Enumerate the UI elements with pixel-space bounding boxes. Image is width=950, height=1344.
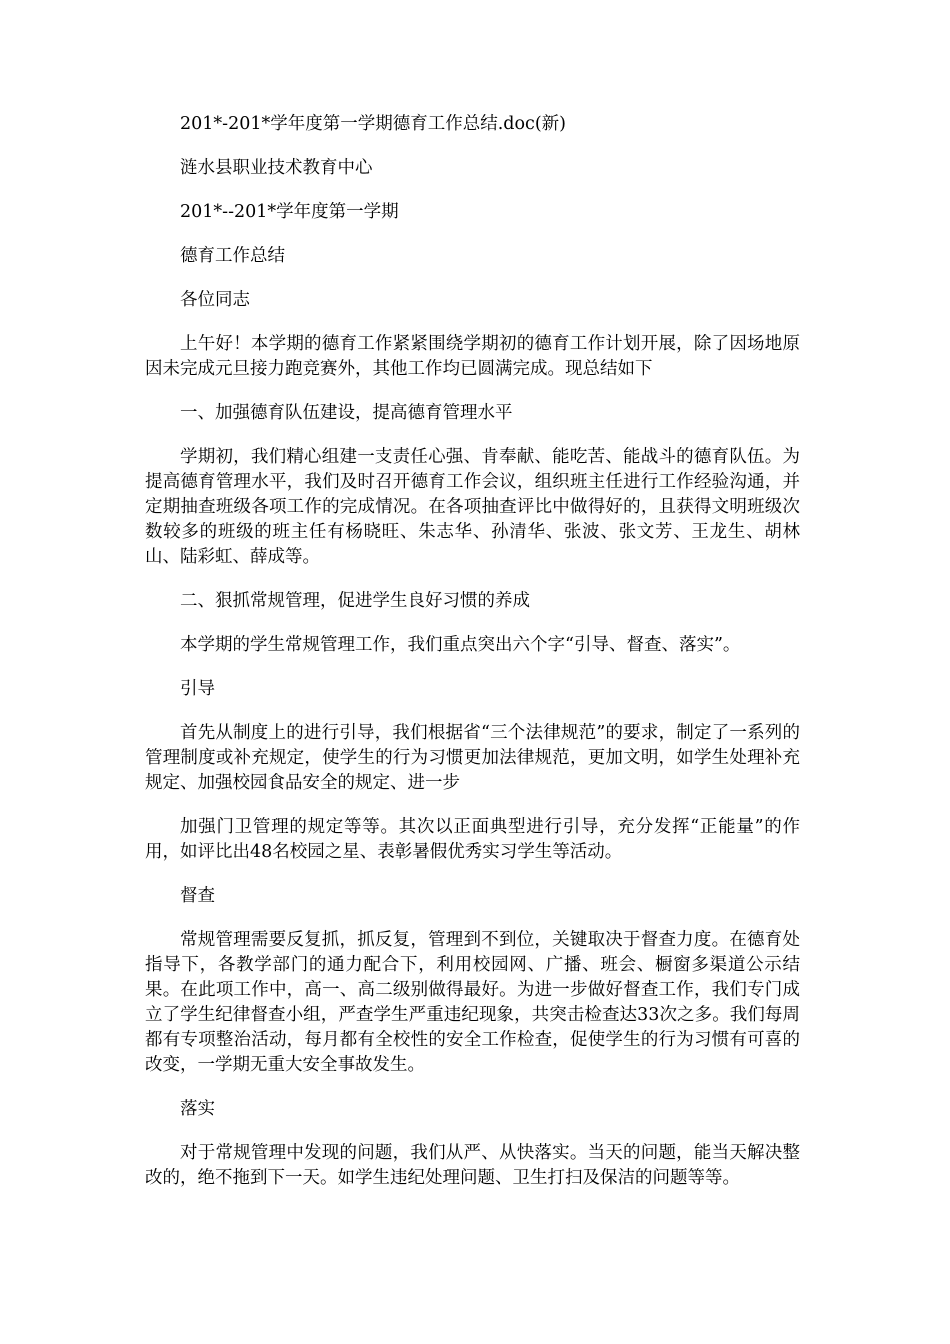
section-1-paragraph: 学期初，我们精心组建一支责任心强、肯奉献、能吃苦、能战斗的德育队伍。为提高德育管理水平，我们及时召开德育工作会议，组织班主任进行工作经验沟通，并定期抽查班级各项工作的完成情况。在各项抽查评比中做得好的，且获得文明班级次数较多的班级的班主任有杨晓旺、朱志华、孙清华、张波、张文芳、王龙生、胡林山、陆彩虹、薛成等。 bbox=[145, 447, 800, 567]
term-line: 201*--201*学年度第一学期 bbox=[180, 202, 399, 222]
implementation-paragraph: 对于常规管理中发现的问题，我们从严、从快落实。当天的问题，能当天解决整改的，绝不拖到下一天。如学生违纪处理问题、卫生打扫及保洁的问题等等。 bbox=[145, 1143, 800, 1188]
subheading-guidance: 引导 bbox=[180, 679, 215, 699]
report-title: 德育工作总结 bbox=[180, 246, 285, 266]
section-2-paragraph: 本学期的学生常规管理工作，我们重点突出六个字“引导、督查、落实”。 bbox=[180, 635, 741, 655]
salutation: 各位同志 bbox=[180, 290, 250, 310]
subheading-supervision: 督查 bbox=[180, 886, 215, 906]
section-heading-2: 二、狠抓常规管理，促进学生良好习惯的养成 bbox=[180, 591, 530, 611]
school-name: 涟水县职业技术教育中心 bbox=[180, 158, 373, 178]
intro-paragraph: 上午好！本学期的德育工作紧紧围绕学期初的德育工作计划开展，除了因场地原因未完成元旦接力跑竞赛外，其他工作均已圆满完成。现总结如下 bbox=[145, 334, 800, 379]
section-heading-1: 一、加强德育队伍建设，提高德育管理水平 bbox=[180, 403, 513, 423]
document-body bbox=[145, 112, 800, 1210]
document-title: 201*-201*学年度第一学期德育工作总结.doc(新) bbox=[180, 114, 566, 134]
subheading-implementation: 落实 bbox=[180, 1099, 215, 1119]
supervision-paragraph: 常规管理需要反复抓，抓反复，管理到不到位，关键取决于督查力度。在德育处指导下，各教学部门的通力配合下，利用校园网、广播、班会、橱窗多渠道公示结果。在此项工作中，高一、高二级别做得最好。为进一步做好督查工作，我们专门成立了学生纪律督查小组，严查学生严重违纪现象，共突击检查达33次之多。我们每周都有专项整治活动，每月都有全校性的安全工作检查，促使学生的行为习惯有可喜的改变，一学期无重大安全事故发生。 bbox=[145, 930, 800, 1075]
guidance-paragraph-1: 首先从制度上的进行引导，我们根据省“三个法律规范”的要求，制定了一系列的管理制度或补充规定，使学生的行为习惯更加法律规范，更加文明，如学生处理补充规定、加强校园食品安全的规定、进一步 bbox=[145, 723, 800, 793]
guidance-paragraph-2: 加强门卫管理的规定等等。其次以正面典型进行引导，充分发挥“正能量”的作用，如评比出48名校园之星、表彰暑假优秀实习学生等活动。 bbox=[145, 817, 800, 862]
